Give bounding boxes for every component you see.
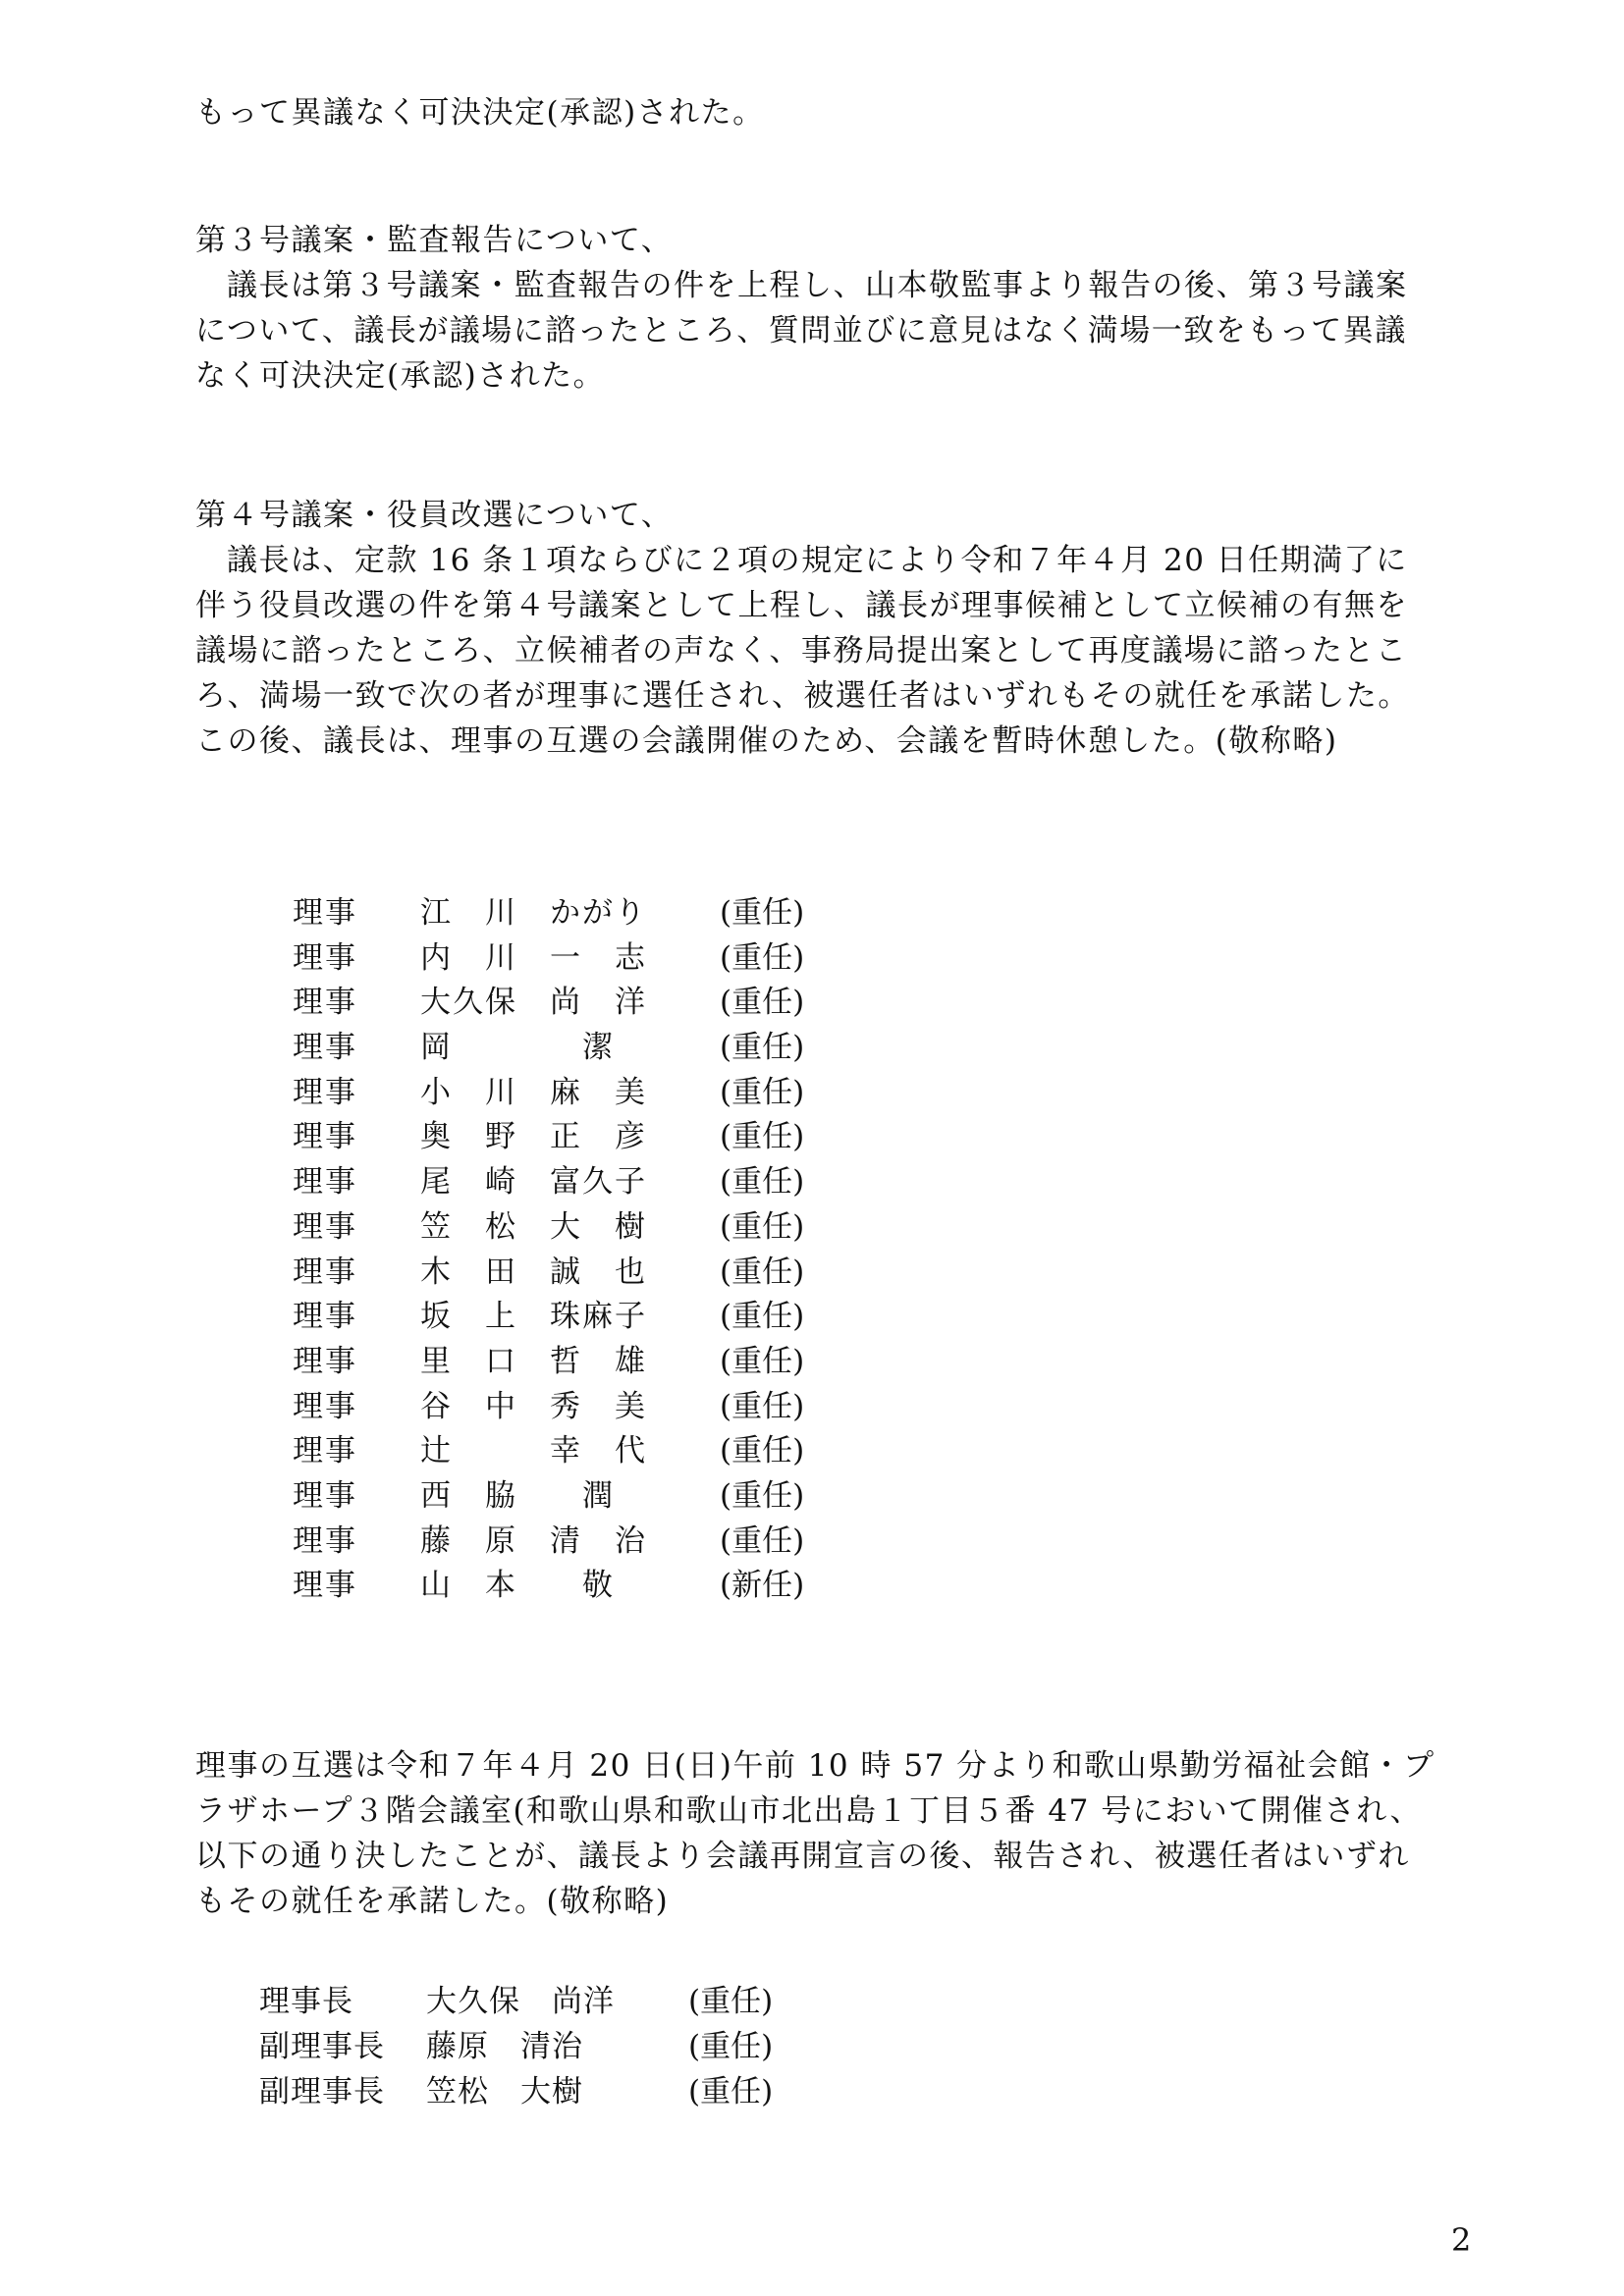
- member-role: 理事: [293, 1299, 357, 1335]
- member-name: 尾 崎 富久子: [420, 1164, 647, 1201]
- member-name: 小 川 麻 美: [420, 1074, 647, 1110]
- member-name: 辻 幸 代: [420, 1433, 647, 1469]
- member-role: 理事: [293, 1433, 357, 1469]
- officer-name: 大久保 尚洋: [426, 1984, 615, 2019]
- agenda-heading: 第３号議案・監査報告について、: [195, 223, 674, 258]
- member-name: 谷 中 秀 美: [420, 1388, 647, 1424]
- member-status: (重任): [720, 1254, 805, 1290]
- member-name: 江 川 かがり: [420, 895, 647, 931]
- member-status: (重任): [720, 1299, 805, 1335]
- member-status: (新任): [720, 1568, 805, 1604]
- page-number: 2: [1451, 2221, 1472, 2259]
- member-status: (重任): [720, 1164, 805, 1201]
- member-role: 理事: [293, 1254, 357, 1290]
- member-status: (重任): [720, 1030, 805, 1066]
- member-name: 坂 上 珠麻子: [420, 1299, 647, 1335]
- member-status: (重任): [720, 1522, 805, 1559]
- paragraph-line: もその就任を承諾した。(敬称略): [195, 1884, 670, 1919]
- member-name: 藤 原 清 治: [420, 1522, 647, 1559]
- member-role: 理事: [293, 1030, 357, 1066]
- member-status: (重任): [720, 1119, 805, 1155]
- member-status: (重任): [720, 1433, 805, 1469]
- member-role: 理事: [293, 1119, 357, 1155]
- member-name: 笠 松 大 樹: [420, 1208, 647, 1245]
- paragraph-line: ろ、満場一致で次の者が理事に選任され、被選任者はいずれもその就任を承諾した。: [195, 678, 1410, 714]
- member-role: 理事: [293, 939, 357, 976]
- member-role: 理事: [293, 1388, 357, 1424]
- member-role: 理事: [293, 1164, 357, 1201]
- member-name: 木 田 誠 也: [420, 1254, 647, 1290]
- paragraph-officer-election: [195, 1743, 1442, 1924]
- agenda-heading: 第４号議案・役員改選について、: [195, 498, 674, 533]
- member-role: 理事: [293, 1522, 357, 1559]
- member-status: (重任): [720, 1477, 805, 1514]
- paragraph-line: 理事の互選は令和７年４月 20 日(日)午前 10 時 57 分より和歌山県勤労福祉会館・プ: [195, 1748, 1435, 1784]
- member-name: 山 本 敬: [420, 1568, 615, 1604]
- officer-role: 副理事長: [259, 2074, 385, 2109]
- paragraph-line: 以下の通り決したことが、議長より会議再開宣言の後、報告され、被選任者はいずれ: [195, 1839, 1410, 1874]
- officer-role: 理事長: [259, 1984, 353, 2019]
- paragraph-line: 議長は、定款 16 条１項ならびに２項の規定により令和７年４月 20 日任期満了に: [227, 543, 1408, 578]
- officer-status: (重任): [688, 2074, 774, 2109]
- member-status: (重任): [720, 985, 805, 1021]
- paragraph-line: 議長は第３号議案・監査報告の件を上程し、山本敬監事より報告の後、第３号議案: [227, 268, 1408, 303]
- paragraph-agenda-4-election: [195, 493, 1442, 764]
- member-status: (重任): [720, 1343, 805, 1379]
- member-name: 西 脇 潤: [420, 1477, 615, 1514]
- member-name: 岡 潔: [420, 1030, 615, 1066]
- member-role: 理事: [293, 1568, 357, 1604]
- officer-name: 笠松 大樹: [426, 2074, 583, 2109]
- member-name: 内 川 一 志: [420, 939, 647, 976]
- officer-status: (重任): [688, 2029, 774, 2064]
- member-role: 理事: [293, 895, 357, 931]
- paragraph-line: この後、議長は、理事の互選の会議開催のため、会議を暫時休憩した。(敬称略): [195, 723, 1338, 759]
- member-role: 理事: [293, 1074, 357, 1110]
- member-role: 理事: [293, 1208, 357, 1245]
- member-status: (重任): [720, 1208, 805, 1245]
- paragraph-line: なく可決決定(承認)された。: [195, 358, 606, 394]
- paragraph-agenda-3-audit: [195, 218, 1442, 399]
- member-status: (重任): [720, 895, 805, 931]
- officer-role: 副理事長: [259, 2029, 385, 2064]
- member-status: (重任): [720, 1388, 805, 1424]
- member-name: 里 口 哲 雄: [420, 1343, 647, 1379]
- paragraph-line: もって異議なく可決決定(承認)された。: [195, 95, 765, 131]
- member-status: (重任): [720, 1074, 805, 1110]
- paragraph-approval-continued: [195, 90, 1442, 135]
- member-name: 奥 野 正 彦: [420, 1119, 647, 1155]
- officer-name: 藤原 清治: [426, 2029, 583, 2064]
- paragraph-line: 伴う役員改選の件を第４号議案として上程し、議長が理事候補として立候補の有無を: [195, 588, 1408, 623]
- paragraph-line: について、議長が議場に諮ったところ、質問並びに意見はなく満場一致をもって異議: [195, 313, 1407, 348]
- paragraph-line: ラザホープ３階会議室(和歌山県和歌山市北出島１丁目５番 47 号において開催され、: [195, 1793, 1423, 1829]
- paragraph-line: 議場に諮ったところ、立候補者の声なく、事務局提出案として再度議場に諮ったとこ: [195, 633, 1408, 668]
- member-name: 大久保 尚 洋: [420, 985, 647, 1021]
- member-status: (重任): [720, 939, 805, 976]
- member-role: 理事: [293, 1343, 357, 1379]
- officer-status: (重任): [688, 1984, 774, 2019]
- member-role: 理事: [293, 1477, 357, 1514]
- member-role: 理事: [293, 985, 357, 1021]
